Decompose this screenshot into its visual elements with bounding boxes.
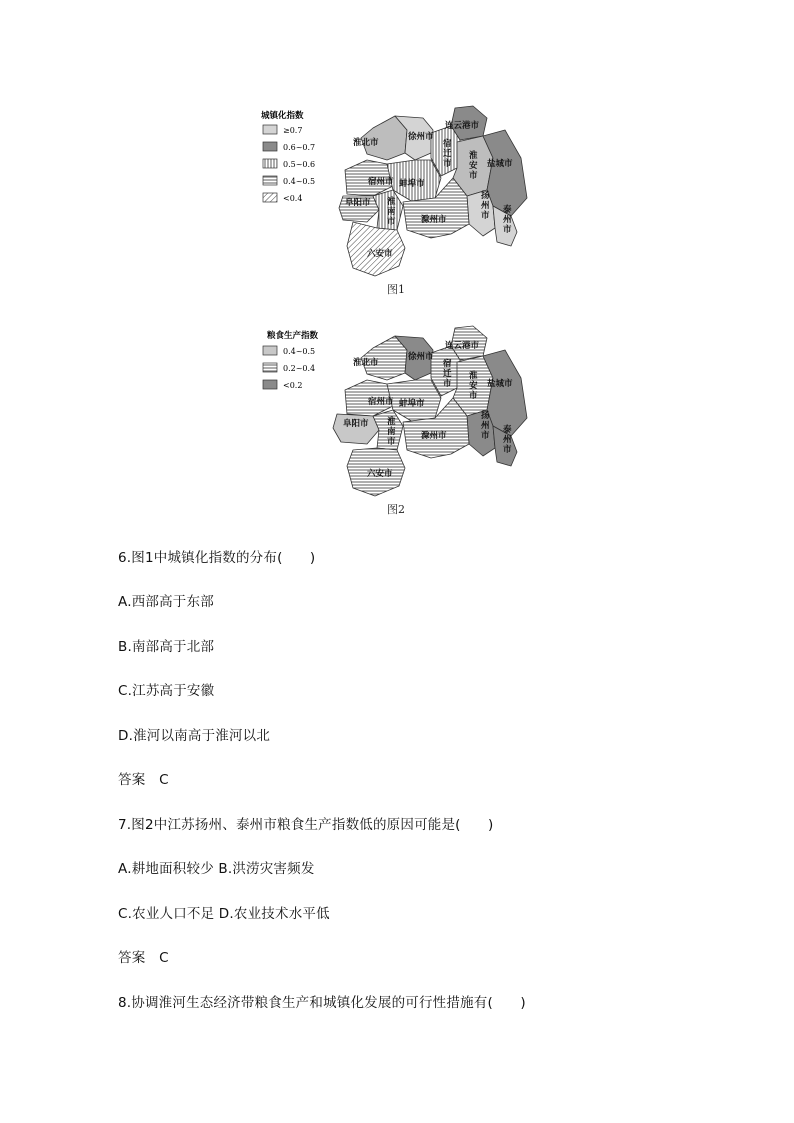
city-label-chuzhou: 滁州市: [421, 431, 447, 441]
city-label-huaibei: 淮北市: [353, 358, 379, 368]
question-7: 7.图2中江苏扬州、泰州市粮食生产指数低的原因可能是( ): [118, 817, 494, 833]
city-label-xuzhou: 徐州市: [408, 352, 434, 362]
city-label-lianyungang: 连云港市: [445, 341, 480, 351]
question-7-options-cd: C.农业人口不足 D.农业技术水平低: [118, 906, 330, 922]
legend-label: <0.4: [283, 194, 303, 203]
city-label-yangzhou: 扬州市: [481, 191, 490, 221]
legend-label: 0.6~0.7: [283, 143, 316, 152]
city-label-chuzhou: 滁州市: [421, 215, 447, 225]
city-label-huainan: 淮南市: [387, 417, 396, 447]
legend-label: 0.4~0.5: [283, 347, 316, 356]
urbanization-map-svg: [255, 98, 545, 298]
city-label-suqian: 宿迁市: [443, 139, 452, 169]
city-label-huaibei: 淮北市: [353, 138, 379, 148]
question-6-answer: 答案 C: [118, 772, 169, 788]
city-label-huaian: 淮安市: [469, 151, 478, 181]
question-6-option-d: D.淮河以南高于淮河以北: [118, 728, 271, 744]
city-label-yancheng: 盐城市: [487, 379, 513, 389]
legend-label: 0.4~0.5: [283, 177, 316, 186]
city-label-xuzhou: 徐州市: [408, 132, 434, 142]
city-label-fuyang: 阜阳市: [343, 419, 369, 429]
legend-label: 0.5~0.6: [283, 160, 316, 169]
question-6-option-b: B.南部高于北部: [118, 639, 215, 655]
question-8: 8.协调淮河生态经济带粮食生产和城镇化发展的可行性措施有( ): [118, 995, 526, 1011]
city-label-taizhou: 泰州市: [503, 425, 512, 455]
question-7-answer: 答案 C: [118, 950, 169, 966]
grain-map-svg: [255, 322, 545, 522]
city-label-lianyungang: 连云港市: [445, 121, 480, 131]
legend-item-1: [263, 363, 315, 373]
figure-2-caption: 图2: [387, 503, 405, 516]
figure-1-caption: 图1: [387, 283, 405, 296]
city-label-luan: 六安市: [367, 249, 393, 259]
legend-label: 0.2~0.4: [283, 364, 316, 373]
question-6-option-a: A.西部高于东部: [118, 594, 214, 610]
legend-label: <0.2: [283, 381, 303, 390]
legend-item-2: [263, 159, 315, 169]
legend-label: ≥0.7: [283, 126, 303, 135]
question-7-options-ab: A.耕地面积较少 B.洪涝灾害频发: [118, 861, 315, 877]
city-label-yancheng: 盐城市: [487, 159, 513, 169]
legend-item-4: [263, 193, 302, 203]
city-label-huainan: 淮南市: [387, 197, 396, 227]
legend-item-3: [263, 176, 315, 186]
question-6: 6.图1中城镇化指数的分布( ): [118, 550, 316, 566]
figure-2-grain-production-map: [255, 322, 545, 522]
city-label-huaian: 淮安市: [469, 371, 478, 401]
city-label-bengbu: 蚌埠市: [399, 179, 425, 189]
city-label-luan: 六安市: [367, 469, 393, 479]
legend-title: 粮食生产指数: [267, 331, 319, 341]
legend-item-0: [263, 125, 302, 135]
legend-item-0: [263, 346, 315, 356]
legend-item-2: [263, 380, 302, 390]
city-label-taizhou: 泰州市: [503, 205, 512, 235]
city-label-fuyang: 阜阳市: [345, 198, 371, 208]
figure-1-urbanization-map: [255, 98, 545, 298]
legend-item-1: [263, 142, 315, 152]
city-label-suqian: 宿迁市: [443, 359, 452, 389]
city-label-suzhou: 宿州市: [368, 397, 394, 407]
city-label-yangzhou: 扬州市: [481, 411, 490, 441]
city-label-suzhou: 宿州市: [368, 177, 394, 187]
city-label-bengbu: 蚌埠市: [399, 399, 425, 409]
legend-title: 城镇化指数: [261, 111, 304, 121]
question-6-option-c: C.江苏高于安徽: [118, 683, 215, 699]
